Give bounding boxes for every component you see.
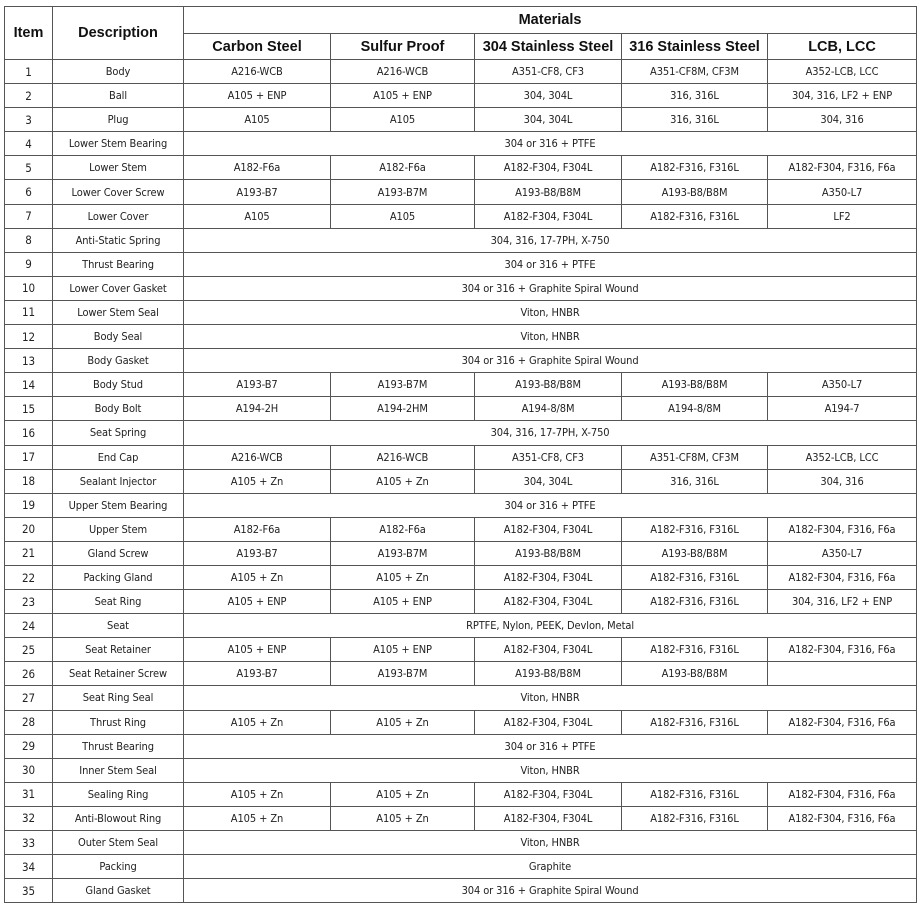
part-description: Packing Gland <box>53 565 184 589</box>
material-316-stainless: 316, 316L <box>622 469 768 493</box>
material-sulfur-proof: A193-B7M <box>331 180 475 204</box>
table-row <box>5 445 917 469</box>
material-all-grades: 304 or 316 + PTFE <box>184 132 917 156</box>
material-lcb-lcc: 304, 316, LF2 + ENP <box>768 84 917 108</box>
material-carbon-steel: A216-WCB <box>184 445 331 469</box>
material-sulfur-proof: A105 + ENP <box>331 590 475 614</box>
material-all-grades: 304 or 316 + Graphite Spiral Wound <box>184 276 917 300</box>
part-description: Outer Stem Seal <box>53 831 184 855</box>
column-header-lcb-lcc: LCB, LCC <box>768 34 917 60</box>
column-header-sulfur-proof: Sulfur Proof <box>331 34 475 60</box>
part-description: Body Bolt <box>53 397 184 421</box>
item-number: 26 <box>5 662 53 686</box>
item-number: 19 <box>5 493 53 517</box>
table-row <box>5 831 917 855</box>
material-all-grades: 304 or 316 + PTFE <box>184 493 917 517</box>
part-description: Plug <box>53 108 184 132</box>
table-row <box>5 469 917 493</box>
table-row <box>5 180 917 204</box>
table-row <box>5 132 917 156</box>
part-description: Upper Stem <box>53 517 184 541</box>
material-304-stainless: A182-F304, F304L <box>475 590 622 614</box>
material-316-stainless: 316, 316L <box>622 108 768 132</box>
part-description: Seat Retainer Screw <box>53 662 184 686</box>
item-number: 7 <box>5 204 53 228</box>
part-description: Lower Cover Gasket <box>53 276 184 300</box>
table-row <box>5 710 917 734</box>
material-lcb-lcc: LF2 <box>768 204 917 228</box>
item-number: 8 <box>5 228 53 252</box>
table-row <box>5 590 917 614</box>
material-316-stainless: A193-B8/B8M <box>622 180 768 204</box>
part-description: Thrust Bearing <box>53 734 184 758</box>
material-304-stainless: A182-F304, F304L <box>475 565 622 589</box>
table-row <box>5 734 917 758</box>
table-row <box>5 300 917 324</box>
material-carbon-steel: A105 + ENP <box>184 590 331 614</box>
table-row <box>5 686 917 710</box>
item-number: 23 <box>5 590 53 614</box>
table-row <box>5 156 917 180</box>
material-all-grades: Viton, HNBR <box>184 325 917 349</box>
material-304-stainless: A193-B8/B8M <box>475 541 622 565</box>
part-description: Lower Cover Screw <box>53 180 184 204</box>
item-number: 1 <box>5 60 53 84</box>
part-description: Seat Retainer <box>53 638 184 662</box>
item-number: 15 <box>5 397 53 421</box>
material-carbon-steel: A194-2H <box>184 397 331 421</box>
material-lcb-lcc: A182-F304, F316, F6a <box>768 156 917 180</box>
material-lcb-lcc: A350-L7 <box>768 373 917 397</box>
material-304-stainless: A182-F304, F304L <box>475 517 622 541</box>
material-316-stainless: A182-F316, F316L <box>622 710 768 734</box>
item-number: 30 <box>5 758 53 782</box>
material-all-grades: 304, 316, 17-7PH, X-750 <box>184 228 917 252</box>
material-304-stainless: A182-F304, F304L <box>475 782 622 806</box>
part-description: Thrust Bearing <box>53 252 184 276</box>
material-304-stainless: A194-8/8M <box>475 397 622 421</box>
part-description: Seat Ring <box>53 590 184 614</box>
material-lcb-lcc: A182-F304, F316, F6a <box>768 782 917 806</box>
material-316-stainless: A182-F316, F316L <box>622 156 768 180</box>
item-number: 2 <box>5 84 53 108</box>
table-row <box>5 541 917 565</box>
material-316-stainless: A182-F316, F316L <box>622 565 768 589</box>
material-304-stainless: A182-F304, F304L <box>475 156 622 180</box>
item-number: 25 <box>5 638 53 662</box>
item-number: 3 <box>5 108 53 132</box>
material-316-stainless: 316, 316L <box>622 84 768 108</box>
material-carbon-steel: A193-B7 <box>184 541 331 565</box>
material-316-stainless: A351-CF8M, CF3M <box>622 445 768 469</box>
material-sulfur-proof: A105 + Zn <box>331 806 475 830</box>
materials-table <box>4 6 917 903</box>
item-number: 35 <box>5 879 53 903</box>
table-row <box>5 373 917 397</box>
material-lcb-lcc: A350-L7 <box>768 180 917 204</box>
material-304-stainless: A193-B8/B8M <box>475 662 622 686</box>
item-number: 22 <box>5 565 53 589</box>
column-header-carbon-steel: Carbon Steel <box>184 34 331 60</box>
material-carbon-steel: A105 + ENP <box>184 84 331 108</box>
item-number: 32 <box>5 806 53 830</box>
material-sulfur-proof: A193-B7M <box>331 662 475 686</box>
part-description: Body Stud <box>53 373 184 397</box>
part-description: End Cap <box>53 445 184 469</box>
part-description: Ball <box>53 84 184 108</box>
part-description: Lower Stem <box>53 156 184 180</box>
material-carbon-steel: A182-F6a <box>184 517 331 541</box>
material-304-stainless: A182-F304, F304L <box>475 638 622 662</box>
material-all-grades: RPTFE, Nylon, PEEK, Devlon, Metal <box>184 614 917 638</box>
material-carbon-steel: A105 + Zn <box>184 710 331 734</box>
item-number: 20 <box>5 517 53 541</box>
part-description: Upper Stem Bearing <box>53 493 184 517</box>
material-sulfur-proof: A105 + ENP <box>331 84 475 108</box>
item-number: 24 <box>5 614 53 638</box>
material-lcb-lcc: A182-F304, F316, F6a <box>768 710 917 734</box>
table-row <box>5 855 917 879</box>
material-sulfur-proof: A193-B7M <box>331 373 475 397</box>
table-row <box>5 517 917 541</box>
material-sulfur-proof: A194-2HM <box>331 397 475 421</box>
material-sulfur-proof: A105 + Zn <box>331 469 475 493</box>
item-number: 5 <box>5 156 53 180</box>
table-row <box>5 806 917 830</box>
material-carbon-steel: A193-B7 <box>184 180 331 204</box>
material-all-grades: Viton, HNBR <box>184 831 917 855</box>
material-lcb-lcc: A350-L7 <box>768 541 917 565</box>
material-304-stainless: 304, 304L <box>475 108 622 132</box>
table-row <box>5 493 917 517</box>
item-number: 33 <box>5 831 53 855</box>
material-304-stainless: 304, 304L <box>475 469 622 493</box>
item-number: 14 <box>5 373 53 397</box>
material-all-grades: Viton, HNBR <box>184 686 917 710</box>
item-number: 17 <box>5 445 53 469</box>
item-number: 16 <box>5 421 53 445</box>
column-header-316-stainless: 316 Stainless Steel <box>622 34 768 60</box>
table-row <box>5 614 917 638</box>
table-row <box>5 565 917 589</box>
material-lcb-lcc: A194-7 <box>768 397 917 421</box>
material-carbon-steel: A105 <box>184 108 331 132</box>
table-row <box>5 879 917 903</box>
material-all-grades: 304 or 316 + PTFE <box>184 734 917 758</box>
part-description: Lower Stem Bearing <box>53 132 184 156</box>
table-body <box>5 60 917 903</box>
material-lcb-lcc: A352-LCB, LCC <box>768 445 917 469</box>
material-carbon-steel: A105 + Zn <box>184 565 331 589</box>
item-number: 31 <box>5 782 53 806</box>
material-304-stainless: A351-CF8, CF3 <box>475 60 622 84</box>
material-all-grades: 304, 316, 17-7PH, X-750 <box>184 421 917 445</box>
material-sulfur-proof: A216-WCB <box>331 445 475 469</box>
material-lcb-lcc: A352-LCB, LCC <box>768 60 917 84</box>
material-all-grades: 304 or 316 + Graphite Spiral Wound <box>184 879 917 903</box>
table-row <box>5 349 917 373</box>
part-description: Gland Gasket <box>53 879 184 903</box>
material-lcb-lcc: A182-F304, F316, F6a <box>768 517 917 541</box>
table-row <box>5 204 917 228</box>
material-316-stainless: A193-B8/B8M <box>622 541 768 565</box>
item-number: 13 <box>5 349 53 373</box>
material-carbon-steel: A182-F6a <box>184 156 331 180</box>
item-number: 4 <box>5 132 53 156</box>
item-number: 18 <box>5 469 53 493</box>
material-304-stainless: A193-B8/B8M <box>475 180 622 204</box>
table-row <box>5 276 917 300</box>
material-304-stainless: A193-B8/B8M <box>475 373 622 397</box>
part-description: Thrust Ring <box>53 710 184 734</box>
material-lcb-lcc: 304, 316, LF2 + ENP <box>768 590 917 614</box>
material-sulfur-proof: A182-F6a <box>331 156 475 180</box>
material-304-stainless: A351-CF8, CF3 <box>475 445 622 469</box>
item-number: 27 <box>5 686 53 710</box>
material-sulfur-proof: A105 + Zn <box>331 782 475 806</box>
table-row <box>5 60 917 84</box>
material-304-stainless: A182-F304, F304L <box>475 710 622 734</box>
material-316-stainless: A182-F316, F316L <box>622 204 768 228</box>
material-all-grades: 304 or 316 + Graphite Spiral Wound <box>184 349 917 373</box>
material-carbon-steel: A193-B7 <box>184 373 331 397</box>
material-lcb-lcc: A182-F304, F316, F6a <box>768 638 917 662</box>
part-description: Lower Cover <box>53 204 184 228</box>
material-sulfur-proof: A105 + ENP <box>331 638 475 662</box>
material-lcb-lcc: A182-F304, F316, F6a <box>768 806 917 830</box>
material-316-stainless: A351-CF8M, CF3M <box>622 60 768 84</box>
material-all-grades: 304 or 316 + PTFE <box>184 252 917 276</box>
table-row <box>5 638 917 662</box>
item-number: 28 <box>5 710 53 734</box>
table-row <box>5 782 917 806</box>
material-carbon-steel: A105 + Zn <box>184 806 331 830</box>
part-description: Anti-Static Spring <box>53 228 184 252</box>
material-sulfur-proof: A105 + Zn <box>331 710 475 734</box>
item-number: 10 <box>5 276 53 300</box>
material-carbon-steel: A105 + Zn <box>184 469 331 493</box>
material-all-grades: Graphite <box>184 855 917 879</box>
material-lcb-lcc: A182-F304, F316, F6a <box>768 565 917 589</box>
table-row <box>5 84 917 108</box>
part-description: Seat Spring <box>53 421 184 445</box>
material-sulfur-proof: A105 <box>331 108 475 132</box>
table-row <box>5 421 917 445</box>
table-row <box>5 662 917 686</box>
table-row <box>5 228 917 252</box>
material-316-stainless: A193-B8/B8M <box>622 373 768 397</box>
material-sulfur-proof: A105 <box>331 204 475 228</box>
item-number: 29 <box>5 734 53 758</box>
item-number: 9 <box>5 252 53 276</box>
part-description: Seat Ring Seal <box>53 686 184 710</box>
material-316-stainless: A182-F316, F316L <box>622 517 768 541</box>
description-header: Description <box>53 7 184 60</box>
part-description: Inner Stem Seal <box>53 758 184 782</box>
part-description: Gland Screw <box>53 541 184 565</box>
item-number: 12 <box>5 325 53 349</box>
material-carbon-steel: A105 <box>184 204 331 228</box>
item-number: 34 <box>5 855 53 879</box>
material-lcb-lcc: 304, 316 <box>768 108 917 132</box>
material-304-stainless: A182-F304, F304L <box>475 806 622 830</box>
material-304-stainless: A182-F304, F304L <box>475 204 622 228</box>
part-description: Body Gasket <box>53 349 184 373</box>
table-row <box>5 397 917 421</box>
part-description: Sealing Ring <box>53 782 184 806</box>
table-row <box>5 758 917 782</box>
material-sulfur-proof: A182-F6a <box>331 517 475 541</box>
material-316-stainless: A182-F316, F316L <box>622 806 768 830</box>
material-carbon-steel: A105 + Zn <box>184 782 331 806</box>
part-description: Anti-Blowout Ring <box>53 806 184 830</box>
part-description: Lower Stem Seal <box>53 300 184 324</box>
part-description: Packing <box>53 855 184 879</box>
item-number: 11 <box>5 300 53 324</box>
material-sulfur-proof: A216-WCB <box>331 60 475 84</box>
material-all-grades: Viton, HNBR <box>184 300 917 324</box>
material-316-stainless: A194-8/8M <box>622 397 768 421</box>
material-316-stainless: A182-F316, F316L <box>622 782 768 806</box>
item-number: 6 <box>5 180 53 204</box>
material-carbon-steel: A216-WCB <box>184 60 331 84</box>
material-carbon-steel: A193-B7 <box>184 662 331 686</box>
material-lcb-lcc: 304, 316 <box>768 469 917 493</box>
materials-header: Materials <box>184 7 917 34</box>
part-description: Seat <box>53 614 184 638</box>
material-sulfur-proof: A105 + Zn <box>331 565 475 589</box>
item-number: 21 <box>5 541 53 565</box>
part-description: Sealant Injector <box>53 469 184 493</box>
material-sulfur-proof: A193-B7M <box>331 541 475 565</box>
table-row <box>5 252 917 276</box>
material-316-stainless: A182-F316, F316L <box>622 590 768 614</box>
material-316-stainless: A193-B8/B8M <box>622 662 768 686</box>
item-header: Item <box>5 7 53 60</box>
material-316-stainless: A182-F316, F316L <box>622 638 768 662</box>
table-row <box>5 108 917 132</box>
material-carbon-steel: A105 + ENP <box>184 638 331 662</box>
material-all-grades: Viton, HNBR <box>184 758 917 782</box>
material-lcb-lcc <box>768 662 917 686</box>
part-description: Body <box>53 60 184 84</box>
material-304-stainless: 304, 304L <box>475 84 622 108</box>
column-header-304-stainless: 304 Stainless Steel <box>475 34 622 60</box>
part-description: Body Seal <box>53 325 184 349</box>
table-row <box>5 325 917 349</box>
